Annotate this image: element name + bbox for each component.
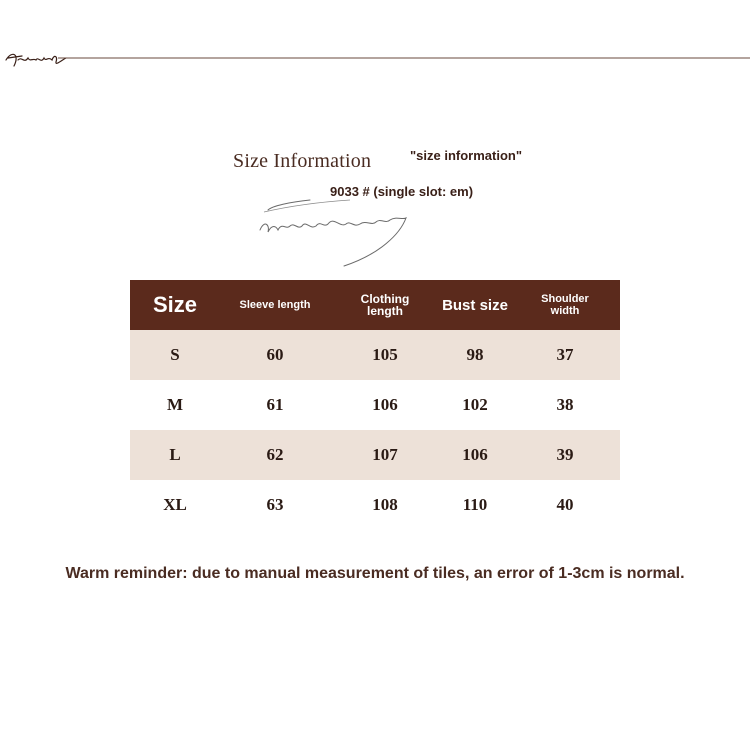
table-row [130, 330, 620, 380]
header-shoulder-width [510, 280, 620, 330]
header-shoulder-line1: Shoulder [541, 293, 589, 305]
cell-sleeve: 61 [220, 380, 330, 430]
header-clothing-length [330, 280, 440, 330]
cell-sleeve: 63 [220, 480, 330, 530]
cell-bust: 98 [440, 330, 510, 380]
header-bust-size: Bust size [440, 280, 510, 330]
table-header-row [130, 280, 620, 330]
handwritten-scribble-decoration [250, 190, 420, 275]
cell-bust: 102 [440, 380, 510, 430]
header-size: Size [130, 280, 220, 330]
product-code: 9033 # (single slot: em) [330, 184, 474, 199]
cell-clothing: 108 [330, 480, 440, 530]
header-shoulder-line2: width [550, 305, 580, 317]
cell-bust: 106 [440, 430, 510, 480]
cell-shoulder: 39 [510, 430, 620, 480]
cell-size: L [130, 430, 220, 480]
cell-sleeve: 62 [220, 430, 330, 480]
size-chart-table [130, 280, 620, 530]
cell-shoulder: 40 [510, 480, 620, 530]
cell-size: XL [130, 480, 220, 530]
table-row [130, 480, 620, 530]
cell-sleeve: 60 [220, 330, 330, 380]
cell-shoulder: 37 [510, 330, 620, 380]
page-title: Size Information [233, 150, 372, 172]
cell-size: M [130, 380, 220, 430]
table-row [130, 430, 620, 480]
cell-bust: 110 [440, 480, 510, 530]
cell-clothing: 107 [330, 430, 440, 480]
cell-shoulder: 38 [510, 380, 620, 430]
cell-size: S [130, 330, 220, 380]
header-clothing-line2: length [367, 304, 403, 318]
cell-clothing: 105 [330, 330, 440, 380]
signature-rule-decoration [0, 52, 750, 112]
warm-reminder-note: Warm reminder: due to manual measurement of tiles, an error of 1-3cm is normal. [65, 565, 685, 582]
table-row [130, 380, 620, 430]
page-subtitle: "size information" [410, 148, 523, 163]
cell-clothing: 106 [330, 380, 440, 430]
header-sleeve-length: Sleeve length [220, 280, 330, 330]
header-clothing-line1: Clothing [360, 292, 410, 306]
